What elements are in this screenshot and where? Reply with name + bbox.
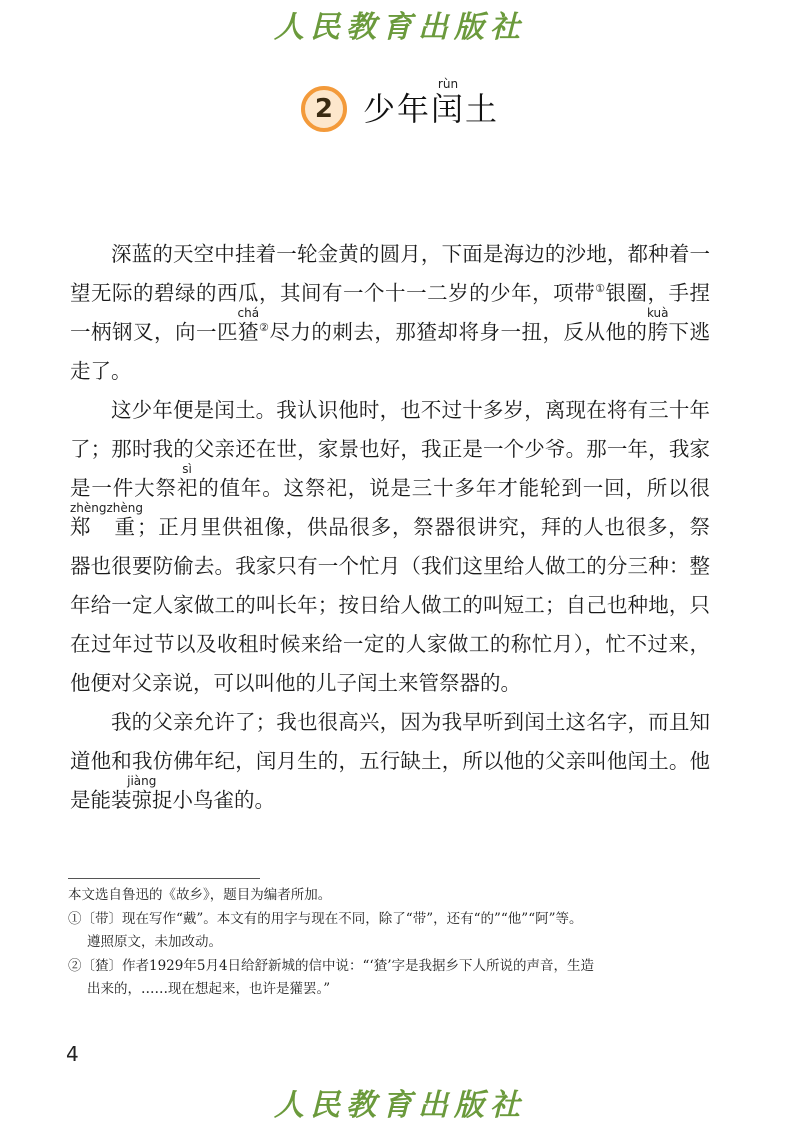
paragraph-3: 我的父亲允许了；我也很高兴，因为我早听到闰土这名字，而且知道他和我仿佛年纪，闰月生的，五行缺土，所以他的父亲叫他闰土。他是能装弶jiàng捉小鸟雀的。 bbox=[70, 710, 710, 812]
ruby-cha: 猹chá bbox=[237, 306, 260, 344]
footnote-2-continued: 出来的，……现在想起来，也许是獾罢。” bbox=[87, 981, 331, 997]
publisher-header-logo: 人民教育出版社 bbox=[274, 10, 526, 45]
lesson-text bbox=[70, 235, 710, 820]
lesson-number-badge: 2 bbox=[301, 86, 347, 132]
ruby-si: 祀sì bbox=[176, 462, 199, 500]
paragraph-2: 这少年便是闰土。我认识他时，也不过十多岁，离现在将有三十年了；那时我的父亲还在世，家景也好，我正是一个少爷。那一年，我家是一件大祭祀sì的值年。这祭祀，说是三十多年才能轮到一回，所以很郑zhèng重zhèng；正月里供祖像，供品很多，祭器很讲究，拜的人也很多，祭器也很要防偷去。我家只有一个忙月（我们这里给人做工的分三种：整年给一定人家做工的叫长年；按日给人做工的叫短工；自己也种地，只在过年过节以及收租时候来给一定的人家做工的称忙月），忙不过来，他便对父亲说，可以叫他的儿子闰土来管祭器的。 bbox=[70, 398, 711, 695]
lesson-title bbox=[363, 78, 499, 132]
footnote-2: ②〔猹〕作者1929年5月4日给舒新城的信中说：“‘猹’字是我据乡下人所说的声音，生造 bbox=[68, 957, 595, 974]
page-number: 4 bbox=[66, 1042, 79, 1066]
lesson-title-row bbox=[0, 78, 800, 132]
title-ruby-run: 闰rùn bbox=[430, 77, 465, 128]
title-char-tu: 土 bbox=[465, 90, 500, 128]
footnote-1: ①〔带〕现在写作“戴”。本文有的用字与现在不同，除了“带”，还有“的”“他”“阿”等。 bbox=[68, 910, 583, 927]
footnote-1-continued: 遵照原文，未加改动。 bbox=[87, 934, 222, 950]
footnote-ref-2[interactable]: ② bbox=[258, 321, 270, 335]
paragraph-1: 深蓝的天空中挂着一轮金黄的圆月，下面是海边的沙地，都种着一望无际的碧绿的西瓜，其间有一个十一二岁的少年，项带①银圈，手捏一柄钢叉，向一匹猹chá②尽力的刺去，那猹却将身一扭，反从他的胯kuà下逃走了。 bbox=[70, 242, 711, 383]
publisher-footer-logo: 人民教育出版社 bbox=[274, 1088, 526, 1123]
title-char-shao-nian: 少年 bbox=[362, 90, 431, 128]
footnote-source: 本文选自鲁迅的《故乡》，题目为编者所加。 bbox=[68, 887, 332, 903]
footnote-ref-1[interactable]: ① bbox=[595, 282, 606, 296]
ruby-jiang: 弶jiàng bbox=[127, 774, 157, 812]
footnote-divider bbox=[68, 878, 260, 879]
ruby-zheng-2: 重zhèng bbox=[106, 501, 144, 539]
footnotes bbox=[68, 884, 718, 1002]
ruby-kua: 胯kuà bbox=[646, 306, 669, 344]
ruby-zheng-1: 郑zhèng bbox=[70, 501, 107, 539]
